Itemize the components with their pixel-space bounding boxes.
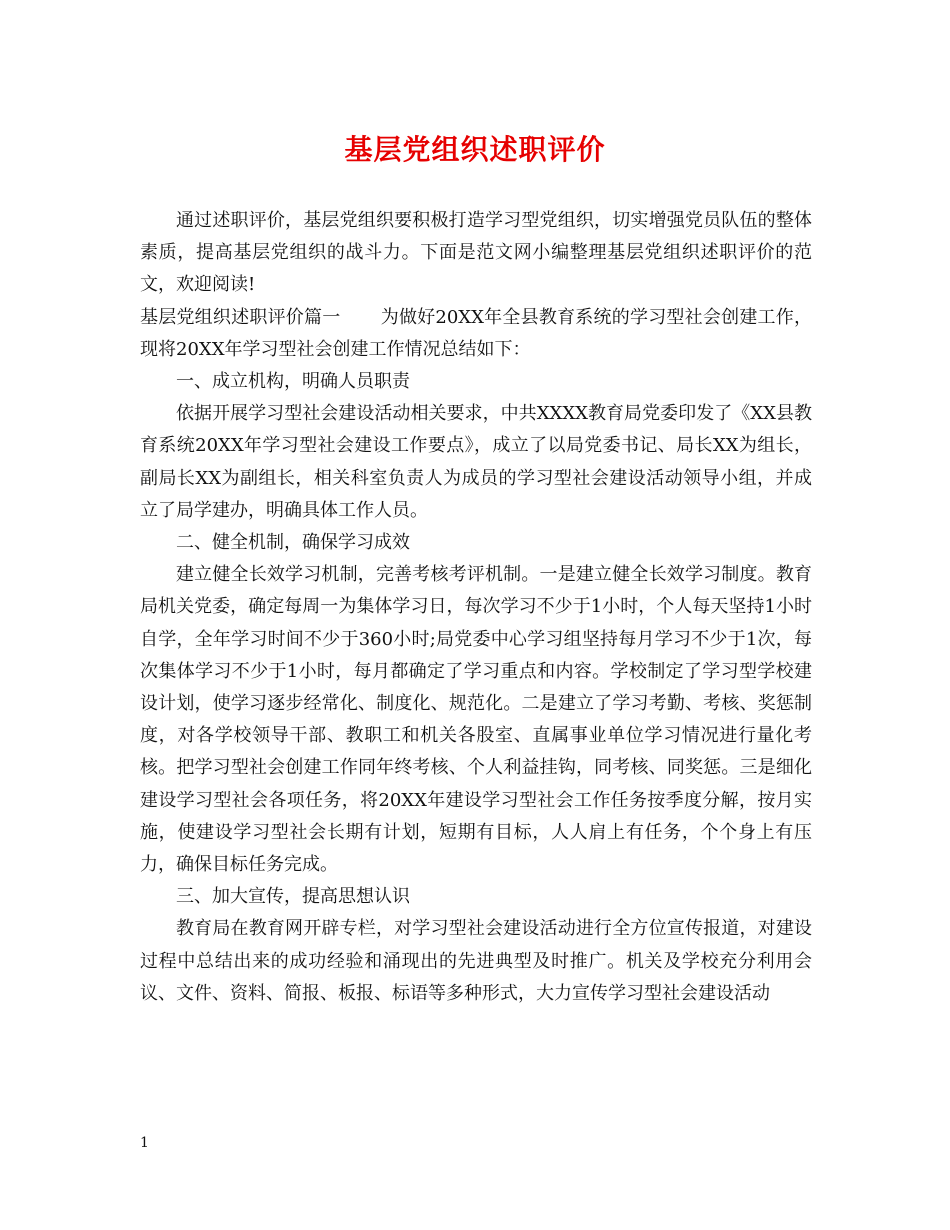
document-body xyxy=(140,205,812,1010)
heading-3: 三、加大宣传，提高思想认识 xyxy=(176,886,410,908)
heading-1: 一、成立机构，明确人员职责 xyxy=(176,371,410,393)
intro-paragraph: 通过述职评价，基层党组织要积极打造学习型党组织，切实增强党员队伍的整体素质，提高基层党组织的战斗力。下面是范文网小编整理基层党组织述职评价的范文，欢迎阅读! xyxy=(140,210,812,296)
document-title: 基层党组织述职评价 xyxy=(344,133,606,166)
page-number: 1 xyxy=(140,1135,149,1151)
section-label: 基层党组织述职评价篇一 xyxy=(140,306,341,328)
heading-2: 二、健全机制，确保学习成效 xyxy=(176,532,410,554)
section-lead: 为做好20XX年全县教育系统的学习型社会创建工作，现将20XX年学习型社会创建工作情况总结如下： xyxy=(140,306,813,360)
paragraph-1: 依据开展学习型社会建设活动相关要求，中共XXXX教育局党委印发了《XX县教育系统20XX年学习型社会建设工作要点》，成立了以局党委书记、局长XX为组长，副局长XX为副组长，相关科室负责人为成员的学习型社会建设活动领导小组，并成立了局学建办，明确具体工作人员。 xyxy=(140,403,812,521)
paragraph-2: 建立健全长效学习机制，完善考核考评机制。一是建立健全长效学习制度。教育局机关党委，确定每周一为集体学习日，每次学习不少于1小时，个人每天坚持1小时自学，全年学习时间不少于360小时;局党委中心学习组坚持每月学习不少于1次，每次集体学习不少于1小时，每月都确定了学习重点和内容。学校制定了学习型学校建设计划，使学习逐步经常化、制度化、规范化。二是建立了学习考勤、考核、奖惩制度，对各学校领导干部、教职工和机关各股室、直属事业单位学习情况进行量化考核。把学习型社会创建工作同年终考核、个人利益挂钩，同考核、同奖惩。三是细化建设学习型社会各项任务，将20XX年建设学习型社会工作任务按季度分解，按月实施，使建设学习型社会长期有计划，短期有目标，人人肩上有任务，个个身上有压力，确保目标任务完成。 xyxy=(140,564,812,876)
section-lead-paragraph xyxy=(140,302,812,366)
paragraph-3: 教育局在教育网开辟专栏，对学习型社会建设活动进行全方位宣传报道，对建设过程中总结出来的成功经验和涌现出的先进典型及时推广。机关及学校充分利用会议、文件、资料、简报、板报、标语等多种形式，大力宣传学习型社会建设活动 xyxy=(140,918,812,1004)
